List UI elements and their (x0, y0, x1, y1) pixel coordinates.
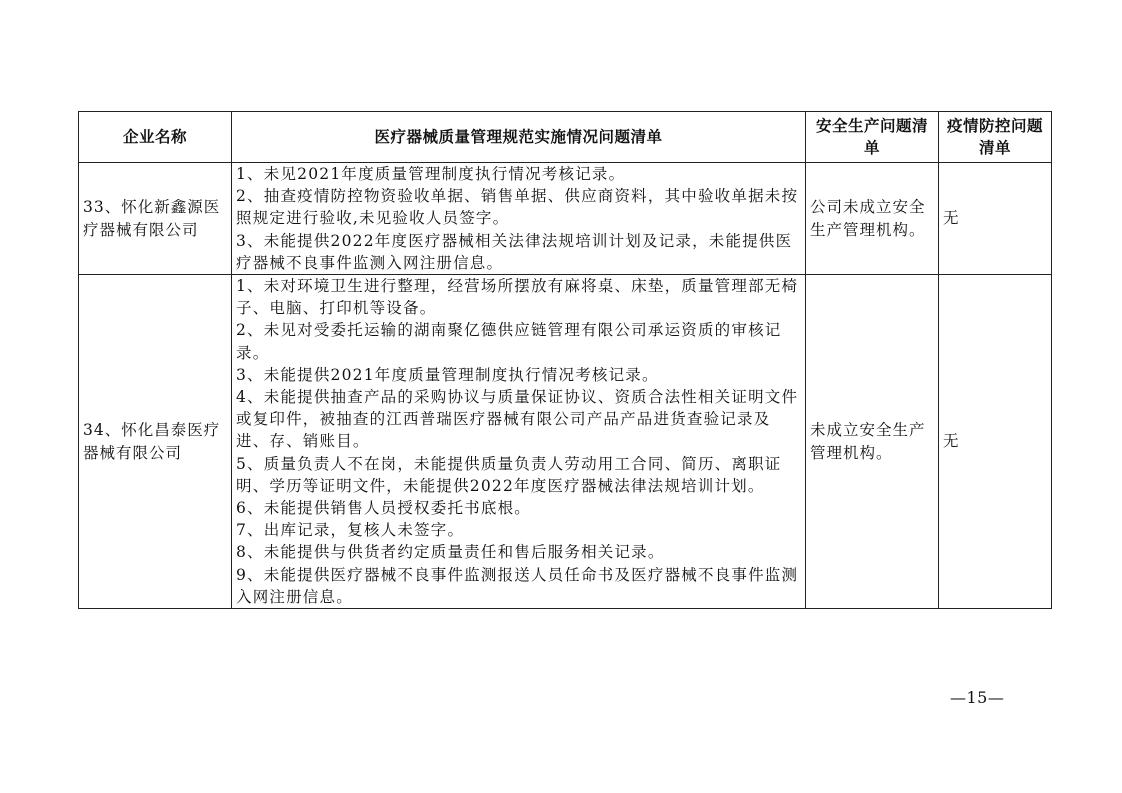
table-row (79, 163, 1052, 275)
issue-item: 1、未对环境卫生进行整理，经营场所摆放有麻将桌、床垫，质量管理部无椅子、电脑、打印机等设备。 (236, 277, 799, 318)
company-name: 34、怀化昌泰医疗器械有限公司 (79, 275, 232, 609)
issue-item: 8、未能提供与供货者约定质量责任和售后服务相关记录。 (236, 543, 665, 562)
issue-item: 4、未能提供抽查产品的采购协议与质量保证协议、资质合法性相关证明文件或复印件，被抽查的江西普瑞医疗器械有限公司产品产品进货查验记录及进、存、销账目。 (236, 388, 799, 451)
table-header-row (79, 112, 1052, 163)
issue-item: 2、未见对受委托运输的湖南聚亿德供应链管理有限公司承运资质的审核记录。 (236, 321, 782, 362)
epidemic-issue: 无 (939, 163, 1052, 275)
issue-item: 7、出库记录，复核人未签字。 (236, 521, 465, 540)
header-epidemic-issues: 疫情防控问题清单 (939, 112, 1052, 163)
issue-item: 3、未能提供2022年度医疗器械相关法律法规培训计划及记录，未能提供医疗器械不良事件监测入网注册信息。 (236, 231, 793, 272)
issue-item: 9、未能提供医疗器械不良事件监测报送人员任命书及医疗器械不良事件监测入网注册信息。 (236, 565, 799, 606)
company-name: 33、怀化新鑫源医疗器械有限公司 (79, 163, 232, 275)
page-number: —15— (950, 688, 1005, 707)
issue-item: 2、抽查疫情防控物资验收单据、销售单据、供应商资料，其中验收单据未按照规定进行验收,未见验收人员签字。 (236, 187, 799, 228)
issue-item: 6、未能提供销售人员授权委托书底根。 (236, 499, 531, 518)
epidemic-issue: 无 (939, 275, 1052, 609)
safety-issue: 未成立安全生产管理机构。 (806, 275, 939, 609)
header-safety-issues: 安全生产问题清单 (806, 112, 939, 163)
gmp-issue-list (232, 163, 806, 275)
header-company: 企业名称 (79, 112, 232, 163)
issues-table (78, 111, 1052, 609)
gmp-issue-list (232, 275, 806, 609)
header-gmp-issues: 医疗器械质量管理规范实施情况问题清单 (232, 112, 806, 163)
issue-item: 3、未能提供2021年度质量管理制度执行情况考核记录。 (236, 365, 659, 384)
issue-item: 5、质量负责人不在岗，未能提供质量负责人劳动用工合同、简历、离职证明、学历等证明文件，未能提供2022年度医疗器械法律法规培训计划。 (236, 454, 782, 495)
table-row (79, 275, 1052, 609)
issue-item: 1、未见2021年度质量管理制度执行情况考核记录。 (236, 165, 626, 183)
safety-issue: 公司未成立安全生产管理机构。 (806, 163, 939, 275)
